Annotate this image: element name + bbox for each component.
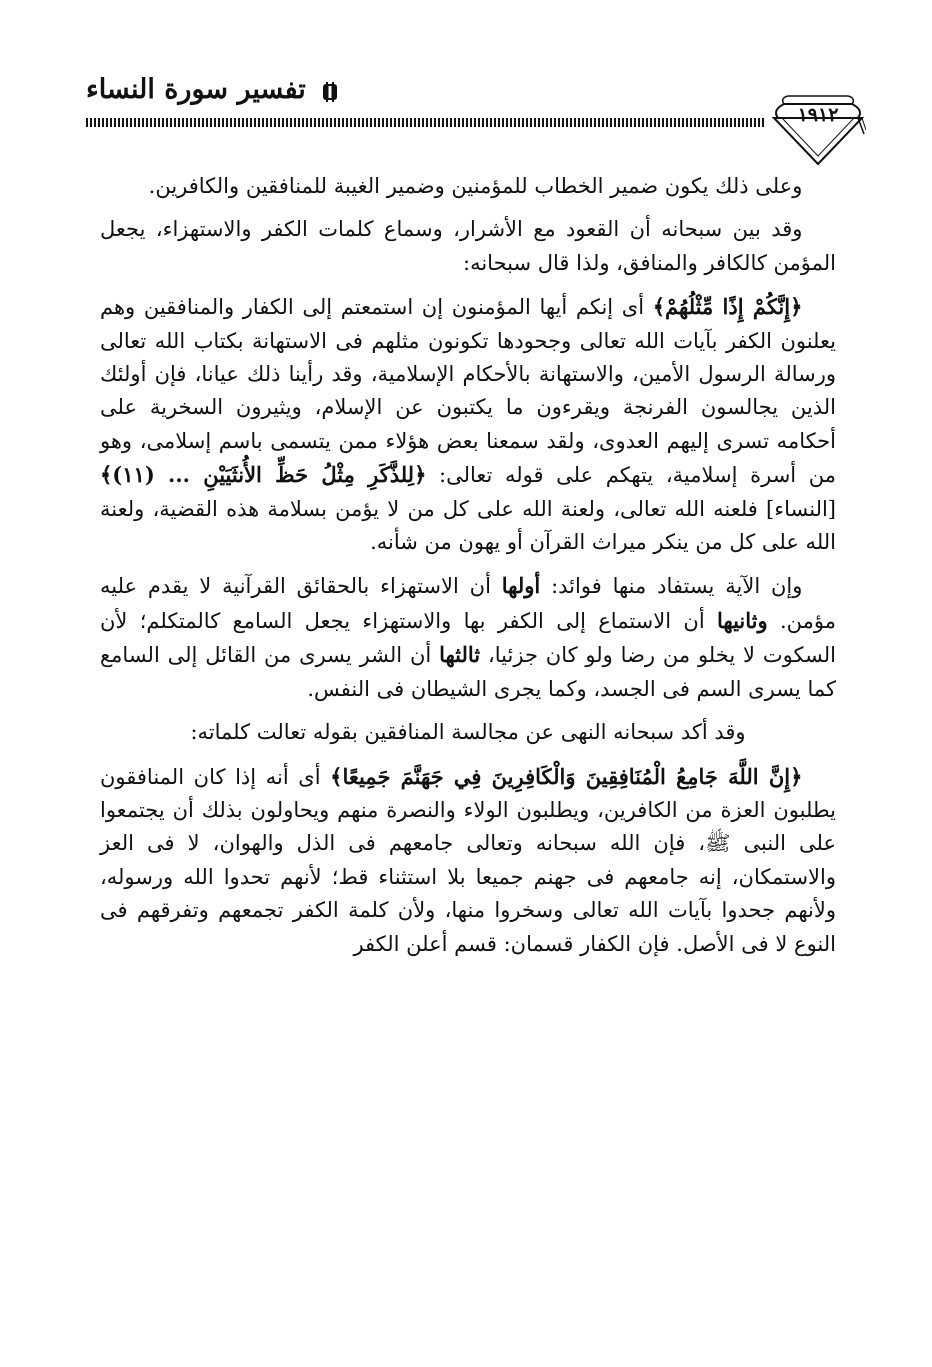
paragraph-text: [النساء] فلعنه الله تعالى، ولعنة الله على كل من لا يؤمن بسلامة هذه القضية، ولعنة الله على كل من ينكر ميراث القرآن أو يهون من شأنه.: [100, 496, 836, 555]
paragraph-text: أن الشر يسرى من القائل إلى السامع كما يسرى السم فى الجسد، وكما يجرى الشيطان فى النفس.: [100, 643, 836, 701]
paragraph-text: وإن الآية يستفاد منها فوائد:: [540, 574, 803, 599]
quran-verse: ﴿لِلذَّكَرِ مِثْلُ حَظِّ الأُنثَيَيْنِ ... (١١)﴾: [100, 462, 427, 488]
body-text: [100, 170, 836, 961]
paragraph-text: أن الاستهزاء بالحقائق القرآنية لا يقدم عليه مؤمن.: [100, 574, 836, 633]
paragraph-4: [100, 569, 836, 706]
paragraph-text: أى أنه إذا كان المنافقون يطلبون العزة من الكافرين، ويطلبون الولاء والنصرة منهم ويحاولون بذلك أن يجتمعوا على النبى ﷺ، فإن الله سبحانه وتعالى جامعهم فى الذل والهوان، لا فى العز والاستمكان، إنه جامعهم فى جهنم جميعا بلا استثناء قط؛ لأنهم تحدوا الله ورسوله، ولأنهم جحدوا بآيات الله تعالى وسخروا منها، ولأن كلمة الكفر تجمعهم وتفرقهم فى النوع لا فى الأصل. فإن الكفار قسمان: قسم أعلن الكفر: [100, 764, 836, 956]
page-number-frame: [770, 88, 866, 166]
paragraph-text: أن الاستماع إلى الكفر بها والاستهزاء يجعل السامع كالمتكلم؛ لأن السكوت لا يخلو من رضا ولو كان جزئيا،: [100, 608, 837, 668]
quran-verse: ﴿إِنَّكُمْ إِذًا مِّثْلُهُمْ﴾: [652, 294, 803, 320]
header-rule: [86, 118, 766, 127]
point-label: وثانيها: [717, 607, 768, 633]
ornament-icon: [318, 80, 342, 104]
page-number: ١٩١٢: [797, 104, 839, 126]
quran-verse: ﴿إِنَّ اللَّهَ جَامِعُ الْمُنَافِقِينَ وَالْكَافِرِينَ فِي جَهَنَّمَ جَمِيعًا﴾: [330, 763, 803, 789]
paragraph-6: [100, 760, 836, 961]
point-label: أولها: [501, 573, 541, 599]
paragraph-1: وعلى ذلك يكون ضمير الخطاب للمؤمنين وضمير الغيبة للمنافقين والكافرين.: [148, 174, 803, 198]
header-title: تفسير سورة النساء: [86, 74, 306, 105]
paragraph-text: أى إنكم أيها المؤمنون إن استمعتم إلى الكفار والمنافقين وهم يعلنون الكفر بآيات الله تعالى وجحودها تكونون مثلهم فى الاستهانة بكتاب الله تعالى ورسالة الرسول الأمين، والاستهانة بالأحكام الإسلامية، وقد رأينا ذلك عيانا، فإن أولئك الذين يجالسون الفرنجة ويقرءون ما يكتبون عن الإسلام، ويثيرون السخرية على أحكامه تسرى إليهم العدوى، ولقد سمعنا بعض هؤلاء ممن يتسمى باسم إسلامى، وهو من أسرة إسلامية، يتهكم على قوله تعالى:: [100, 295, 836, 488]
paragraph-2: وقد بين سبحانه أن القعود مع الأشرار، وسماع كلمات الكفر والاستهزاء، يجعل المؤمن كالكافر والمنافق، ولذا قال سبحانه:: [100, 217, 836, 275]
point-label: ثالثها: [439, 642, 481, 668]
paragraph-5: وقد أكد سبحانه النهى عن مجالسة المنافقين بقوله تعالت كلماته:: [190, 720, 746, 745]
paragraph-3: [100, 290, 836, 559]
